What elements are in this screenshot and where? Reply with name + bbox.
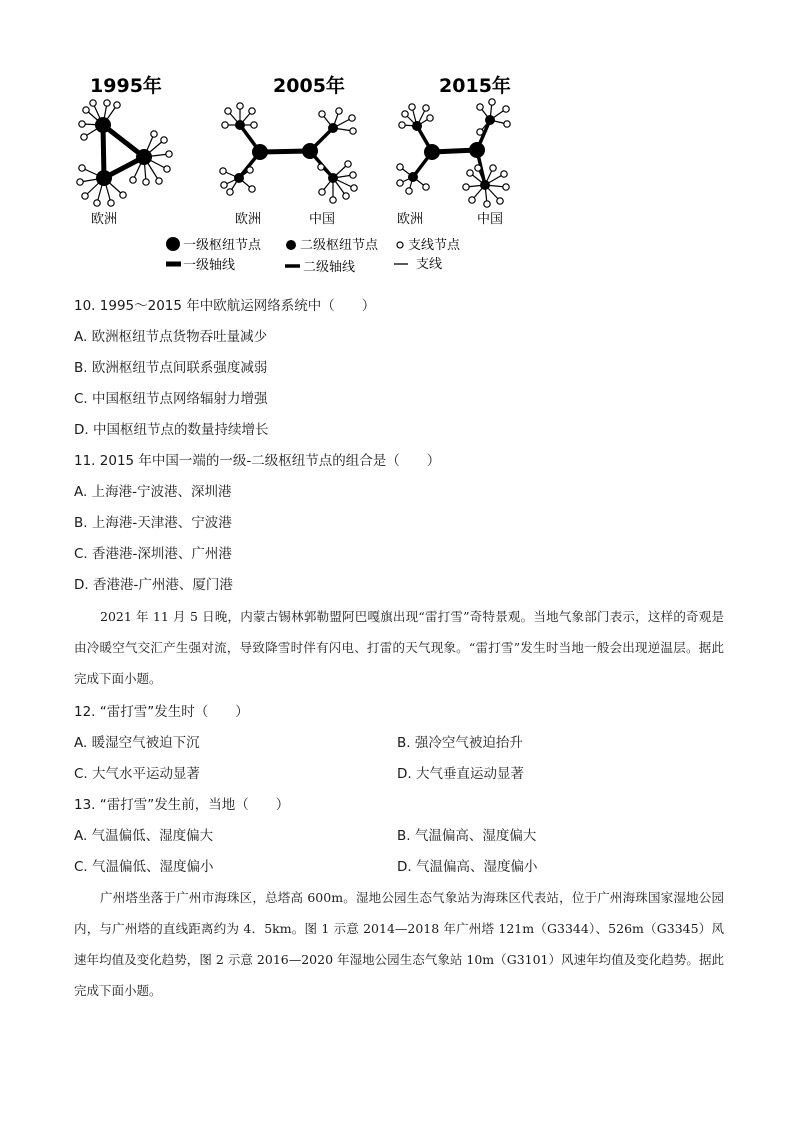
legend-branch-line-label: 支线	[416, 257, 443, 272]
q13-option-c[interactable]: C. 气温偏低、湿度偏小	[74, 859, 214, 875]
passage-canton-tower	[74, 882, 724, 1006]
q11-option-d[interactable]: D. 香港港-广州港、厦门港	[74, 577, 233, 593]
q10-stem: 10. 1995～2015 年中欧航运网络系统中（ ）	[74, 298, 376, 314]
label-europe-1995: 欧洲	[90, 212, 118, 227]
legend-secondary-hub-label: 二级枢纽节点	[300, 238, 379, 253]
q10-option-a[interactable]: A. 欧洲枢纽节点货物吞吐量减少	[74, 329, 268, 345]
q12-stem: 12. “雷打雪”发生时（ ）	[74, 704, 249, 720]
legend	[166, 237, 461, 275]
diagram-1995	[77, 100, 172, 206]
q11-option-b[interactable]: B. 上海港-天津港、宁波港	[74, 515, 232, 531]
passage-thunder-snow-text: 2021 年 11 月 5 日晚，内蒙古锡林郭勒盟阿巴嘎旗出现“雷打雪”奇特景观。当地气象部门表示，这样的奇观是由冷暖空气交汇产生强对流，导致降雪时伴有闪电、打雷的天气现象。“雷打雪”发生时当地一般会出现逆温层。据此完成下面小题。	[74, 609, 724, 686]
q10-option-d[interactable]: D. 中国枢纽节点的数量持续增长	[74, 422, 269, 438]
year-1995-title: 1995年	[90, 75, 162, 97]
q13-option-d[interactable]: D. 气温偏高、湿度偏小	[397, 859, 538, 875]
diagram-2005	[220, 103, 357, 203]
legend-secondary-axis-label: 二级轴线	[303, 260, 356, 275]
passage-thunder-snow	[74, 601, 724, 694]
label-china-2005: 中国	[308, 212, 336, 227]
q12-option-d[interactable]: D. 大气垂直运动显著	[397, 766, 524, 782]
q12-option-b[interactable]: B. 强冷空气被迫抬升	[397, 735, 523, 751]
q11-option-a[interactable]: A. 上海港-宁波港、深圳港	[74, 484, 232, 500]
year-2005-title: 2005年	[273, 75, 345, 97]
q13-stem: 13. “雷打雪”发生前，当地（ ）	[74, 797, 290, 813]
legend-branch-node-label: 支线节点	[408, 238, 461, 253]
q12-option-a[interactable]: A. 暖湿空气被迫下沉	[74, 735, 200, 751]
q11-option-c[interactable]: C. 香港港-深圳港、广州港	[74, 546, 232, 562]
legend-secondary-hub-icon	[286, 240, 296, 250]
passage-canton-tower-text: 广州塔坐落于广州市海珠区，总塔高 600m。湿地公园生态气象站为海珠区代表站，位于广州海珠国家湿地公园内，与广州塔的直线距离约为 4．5km。图 1 示意 2014—2018 年广州塔 121m（G3344）、526m（G3345）风速年均值及变化趋势，图 2 示意 2016—2020 年湿地公园生态气象站 10m（G3101）风速年均值及变化趋势。据此完成下面小题。	[74, 890, 724, 998]
legend-primary-hub-icon	[166, 237, 180, 251]
legend-branch-node-icon	[397, 242, 403, 248]
label-europe-2005: 欧洲	[234, 212, 262, 227]
q12-option-c[interactable]: C. 大气水平运动显著	[74, 766, 201, 782]
year-2015-title: 2015年	[439, 75, 511, 97]
legend-primary-hub-label: 一级枢纽节点	[183, 238, 262, 253]
diagram-2015	[397, 99, 510, 207]
q11-stem: 11. 2015 年中国一端的一级-二级枢纽节点的组合是（ ）	[74, 453, 441, 469]
q13-option-b[interactable]: B. 气温偏高、湿度偏大	[397, 828, 537, 844]
legend-primary-axis-label: 一级轴线	[183, 258, 236, 273]
q10-option-b[interactable]: B. 欧洲枢纽节点间联系强度减弱	[74, 360, 268, 376]
q13-option-a[interactable]: A. 气温偏低、湿度偏大	[74, 828, 214, 844]
network-figure	[60, 70, 520, 285]
label-china-2015: 中国	[476, 212, 504, 227]
q10-option-c[interactable]: C. 中国枢纽节点网络辐射力增强	[74, 391, 268, 407]
label-europe-2015: 欧洲	[396, 212, 424, 227]
